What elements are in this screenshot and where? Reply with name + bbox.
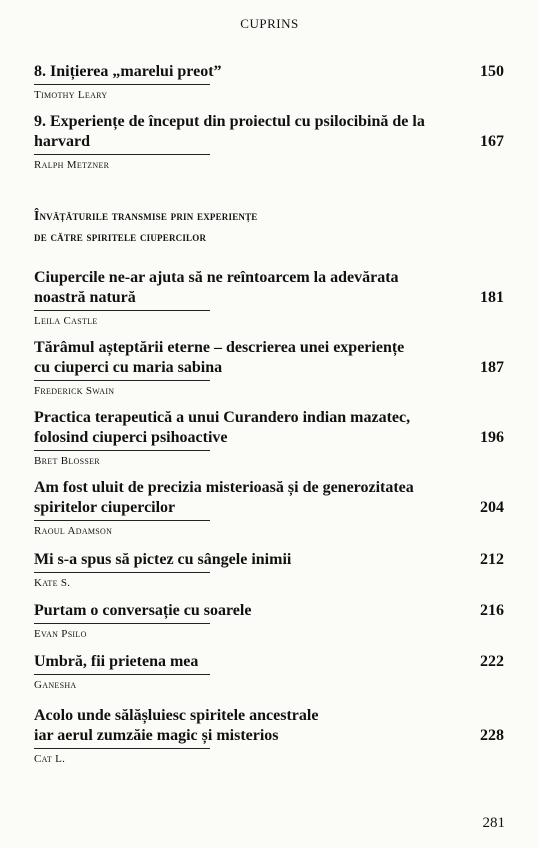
- entry-author: Evan Psilo: [34, 628, 87, 640]
- entry-author: Timothy Leary: [34, 89, 108, 101]
- entry-author: Ralph Metzner: [34, 159, 110, 171]
- entry-page-number: 187: [480, 359, 504, 376]
- toc-entry[interactable]: [34, 550, 504, 590]
- underline-rule: [34, 380, 210, 381]
- entry-title: Umbră, fii prietena mea: [34, 653, 199, 670]
- entry-title: Acolo unde sălășluiesc spiritele ancestrale iar aerul zumzăie magic și misterios: [34, 707, 319, 744]
- underline-rule: [34, 572, 210, 573]
- entry-page-number: 212: [480, 551, 504, 568]
- entry-title: 9. Experiențe de început din proiectul cu psilocibină de la harvard: [34, 113, 425, 150]
- entry-page-number: 196: [480, 429, 504, 446]
- entry-page-number: 204: [480, 499, 504, 516]
- entry-author: Frederick Swain: [34, 385, 115, 397]
- underline-rule: [34, 520, 210, 521]
- entry-title: 8. Inițierea „marelui preot”: [34, 63, 222, 80]
- toc-entry[interactable]: [34, 62, 504, 102]
- running-header: CUPRINS: [240, 16, 299, 31]
- entry-page-number: 167: [480, 133, 504, 150]
- entry-title: Tărâmul așteptării eterne – descrierea unei experiențe cu ciuperci cu maria sabina: [34, 339, 405, 376]
- entry-page-number: 181: [480, 289, 504, 306]
- underline-rule: [34, 154, 210, 155]
- entry-title: Practica terapeutică a unui Curandero indian mazatec, folosind ciuperci psihoactive: [34, 409, 411, 446]
- section-heading: Învățăturile transmise prin experiențe de către spiritele ciupercilor: [34, 208, 258, 244]
- underline-rule: [34, 450, 210, 451]
- entry-title: Purtam o conversație cu soarele: [34, 602, 252, 619]
- toc-entry[interactable]: [34, 338, 504, 398]
- underline-rule: [34, 310, 210, 311]
- toc-entry[interactable]: [34, 601, 504, 641]
- underline-rule: [34, 748, 210, 749]
- underline-rule: [34, 623, 210, 624]
- entry-author: Raoul Adamson: [34, 525, 113, 537]
- toc-entry[interactable]: [34, 652, 504, 692]
- entry-title: Ciupercile ne-ar ajuta să ne reîntoarcem la adevărata noastră natură: [34, 269, 399, 306]
- entry-page-number: 216: [480, 602, 504, 619]
- entry-author: Ganesha: [34, 679, 77, 691]
- toc-entry[interactable]: [34, 408, 504, 468]
- entry-author: Cat L.: [34, 753, 66, 765]
- page-number: 281: [482, 815, 505, 831]
- entry-title: Am fost uluit de precizia misterioasă și de generozitatea spiritelor ciupercilor: [34, 479, 414, 516]
- entry-author: Bret Blosser: [34, 455, 100, 467]
- entry-author: Kate S.: [34, 577, 71, 589]
- toc-entry[interactable]: [34, 478, 504, 538]
- toc-entry[interactable]: [34, 706, 504, 766]
- entry-page-number: 150: [480, 63, 504, 80]
- entry-page-number: 222: [480, 653, 504, 670]
- entry-page-number: 228: [480, 727, 504, 744]
- underline-rule: [34, 674, 210, 675]
- toc-entry[interactable]: [34, 112, 504, 172]
- underline-rule: [34, 84, 210, 85]
- toc-entry[interactable]: [34, 268, 504, 328]
- entry-author: Leila Castle: [34, 315, 98, 327]
- entry-title: Mi s-a spus să pictez cu sângele inimii: [34, 551, 292, 568]
